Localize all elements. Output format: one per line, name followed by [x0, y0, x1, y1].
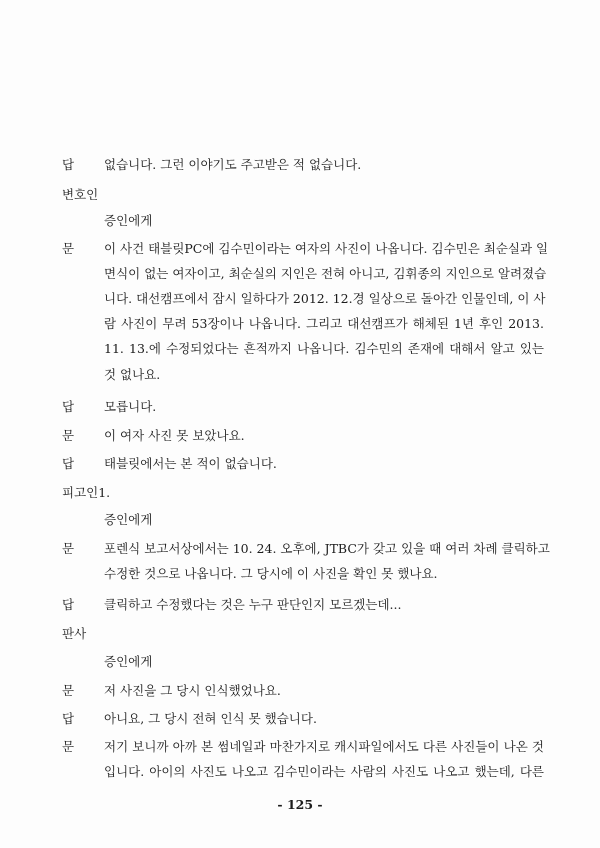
answer-text-line: 없습니다. 그런 이야기도 주고받은 적 없습니다.	[104, 157, 362, 172]
question-text-line: 입니다. 아이의 사진도 나오고 김수민이라는 사람의 사진도 나오고 했는데, 다른	[104, 764, 544, 779]
speaker-defendant-1: 피고인1.	[62, 485, 111, 500]
addressee-witness: 증인에게	[104, 213, 153, 228]
answer-label: 답	[62, 711, 75, 726]
answer-text-line: 아니요, 그 당시 전혀 인식 못 했습니다.	[104, 711, 317, 726]
speaker-defense-counsel: 변호인	[62, 187, 99, 202]
question-text-line: 니다. 대선캠프에서 잠시 일하다가 2012. 12.경 일상으로 돌아간 인물인데, 이 사	[104, 291, 546, 306]
answer-text-line: 태블릿에서는 본 적이 없습니다.	[104, 456, 277, 471]
question-label: 문	[62, 541, 75, 556]
speaker-judge: 판사	[62, 626, 87, 641]
page-number: - 125 -	[277, 797, 323, 812]
answer-label: 답	[62, 456, 75, 471]
answer-label: 답	[62, 157, 75, 172]
question-text-line: 것 없나요.	[104, 367, 161, 382]
question-text-line: 11. 13.에 수정되었다는 흔적까지 나옵니다. 김수민의 존재에 대해서 알고 있는	[104, 341, 544, 356]
question-text-line: 저 사진을 그 당시 인식했었나요.	[104, 683, 281, 698]
question-text-line: 저기 보니까 아까 본 썸네일과 마찬가지로 캐시파일에서도 다른 사진들이 나온 것	[104, 739, 544, 754]
answer-text-line: 클릭하고 수정했다는 것은 누구 판단인지 모르겠는데...	[104, 597, 402, 612]
addressee-witness: 증인에게	[104, 654, 153, 669]
answer-text-line: 모릅니다.	[104, 399, 157, 414]
question-text-line: 람 사진이 무려 53장이나 나옵니다. 그리고 대선캠프가 해체된 1년 후인 2013.	[104, 316, 544, 331]
question-label: 문	[62, 739, 75, 754]
question-label: 문	[62, 428, 75, 443]
question-text-line: 이 여자 사진 못 보았나요.	[104, 428, 245, 443]
question-text-line: 면식이 없는 여자이고, 최순실의 지인은 전혀 아니고, 김휘종의 지인으로 알려졌습	[104, 266, 547, 281]
question-text-line: 수정한 것으로 나옵니다. 그 당시에 이 사진을 확인 못 했나요.	[104, 566, 438, 581]
question-label: 문	[62, 683, 75, 698]
answer-label: 답	[62, 399, 75, 414]
addressee-witness: 증인에게	[104, 512, 153, 527]
question-label: 문	[62, 241, 75, 256]
question-text-line: 이 사건 태블릿PC에 김수민이라는 여자의 사진이 나옵니다. 김수민은 최순실과 일	[104, 241, 549, 256]
question-text-line: 포렌식 보고서상에서는 10. 24. 오후에, JTBC가 갖고 있을 때 여러 차례 클릭하고	[104, 541, 550, 556]
answer-label: 답	[62, 597, 75, 612]
